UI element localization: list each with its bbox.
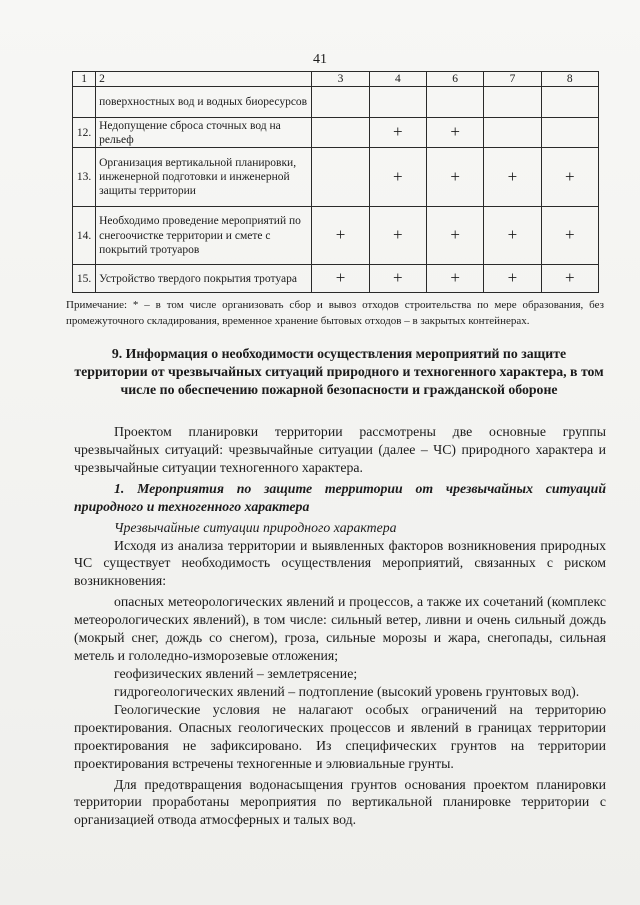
mark-cell (312, 148, 369, 207)
section-heading: 9. Информация о необходимости осуществления мероприятий по защите территории от чрезвычайных ситуаций природного и техногенного характера, в том числе по обеспечению пожарной безопасности и гражданской обороне (74, 346, 604, 398)
header-cell: 8 (541, 72, 598, 87)
mark-cell: + (426, 148, 483, 207)
header-cell: 7 (484, 72, 541, 87)
mark-cell (541, 118, 598, 148)
table-footnote: Примечание: * – в том числе организовать сбор и вывоз отходов строительства по мере образования, без промежуточного складирования, временное хранение бытовых отходов – в закрытых контейнерах. (66, 299, 604, 327)
measures-table (72, 71, 599, 293)
header-cell: 1 (73, 72, 96, 87)
table-header-row (73, 72, 599, 87)
row-text: поверхностных вод и водных биоресурсов (96, 87, 312, 118)
mark-cell (484, 87, 541, 118)
list-item: гидрогеологических явлений – подтопление (высокий уровень грунтовых вод). (114, 683, 580, 699)
mark-cell (312, 87, 369, 118)
row-text: Недопущение сброса сточных вод на рельеф (96, 118, 312, 148)
row-number: 14. (73, 207, 96, 265)
mark-cell: + (541, 265, 598, 293)
paragraph: Исходя из анализа территории и выявленных факторов возникновения природных ЧС существует необходимость осуществления мероприятий, связанных с риском возникновения: (74, 537, 606, 589)
table-row (73, 87, 599, 118)
table-row (73, 207, 599, 265)
mark-cell: + (541, 207, 598, 265)
section-body (74, 423, 606, 832)
row-number (73, 87, 96, 118)
row-text: Необходимо проведение мероприятий по снегоочистке территории и смете с покрытий тротуаров (96, 207, 312, 265)
table-row (73, 148, 599, 207)
mark-cell: + (369, 265, 426, 293)
mark-cell: + (369, 148, 426, 207)
mark-cell: + (484, 148, 541, 207)
row-number: 15. (73, 265, 96, 293)
mark-cell (426, 87, 483, 118)
mark-cell: + (484, 265, 541, 293)
header-cell: 3 (312, 72, 369, 87)
italic-subtitle: Чрезвычайные ситуации природного характера (114, 519, 397, 535)
list-item: геофизических явлений – землетрясение; (114, 665, 358, 681)
mark-cell: + (369, 207, 426, 265)
page-number: 41 (313, 52, 327, 67)
mark-cell: + (484, 207, 541, 265)
mark-cell: + (312, 265, 369, 293)
mark-cell: + (312, 207, 369, 265)
mark-cell: + (541, 148, 598, 207)
list-item: опасных метеорологических явлений и процессов, а также их сочетаний (комплекс метеорологических явлений), в том числе: сильный ветер, ливни и очень сильный дождь (мокрый снег, дождь со снегом), гроза, сильные морозы и жара, снегопады, сильная метель и гололедно-изморозевые отложения; (74, 594, 606, 664)
paragraph: Для предотвращения водонасыщения грунтов основания проектом планировки территории проработаны мероприятия по вертикальной планировке территории с организацией отвода атмосферных и талых вод. (74, 776, 606, 828)
header-cell: 6 (426, 72, 483, 87)
mark-cell (369, 87, 426, 118)
row-number: 13. (73, 148, 96, 207)
mark-cell: + (426, 118, 483, 148)
row-text: Организация вертикальной планировки, инженерной подготовки и инженерной защиты территории (96, 148, 312, 207)
row-text: Устройство твердого покрытия тротуара (96, 265, 312, 293)
row-number: 12. (73, 118, 96, 148)
header-cell: 4 (369, 72, 426, 87)
paragraph: Геологические условия не налагают особых ограничений на территорию проектирования. Опасных геологических процессов и явлений в границах территории проектирования не зафиксировано. Из специфических грунтов на территории проектирования встречены техногенные и элювиальные грунты. (74, 701, 606, 771)
mark-cell (484, 118, 541, 148)
table-row (73, 265, 599, 293)
table-row (73, 118, 599, 148)
mark-cell (541, 87, 598, 118)
mark-cell: + (369, 118, 426, 148)
mark-cell (312, 118, 369, 148)
paragraph: Проектом планировки территории рассмотрены две основные группы чрезвычайных ситуаций: чрезвычайные ситуации (далее – ЧС) природного характера и чрезвычайные ситуации техногенного характера. (74, 424, 606, 475)
subsection-heading: 1. Мероприятия по защите территории от чрезвычайных ситуаций природного и техногенного характера (74, 480, 606, 514)
mark-cell: + (426, 265, 483, 293)
header-cell: 2 (96, 72, 312, 87)
mark-cell: + (426, 207, 483, 265)
